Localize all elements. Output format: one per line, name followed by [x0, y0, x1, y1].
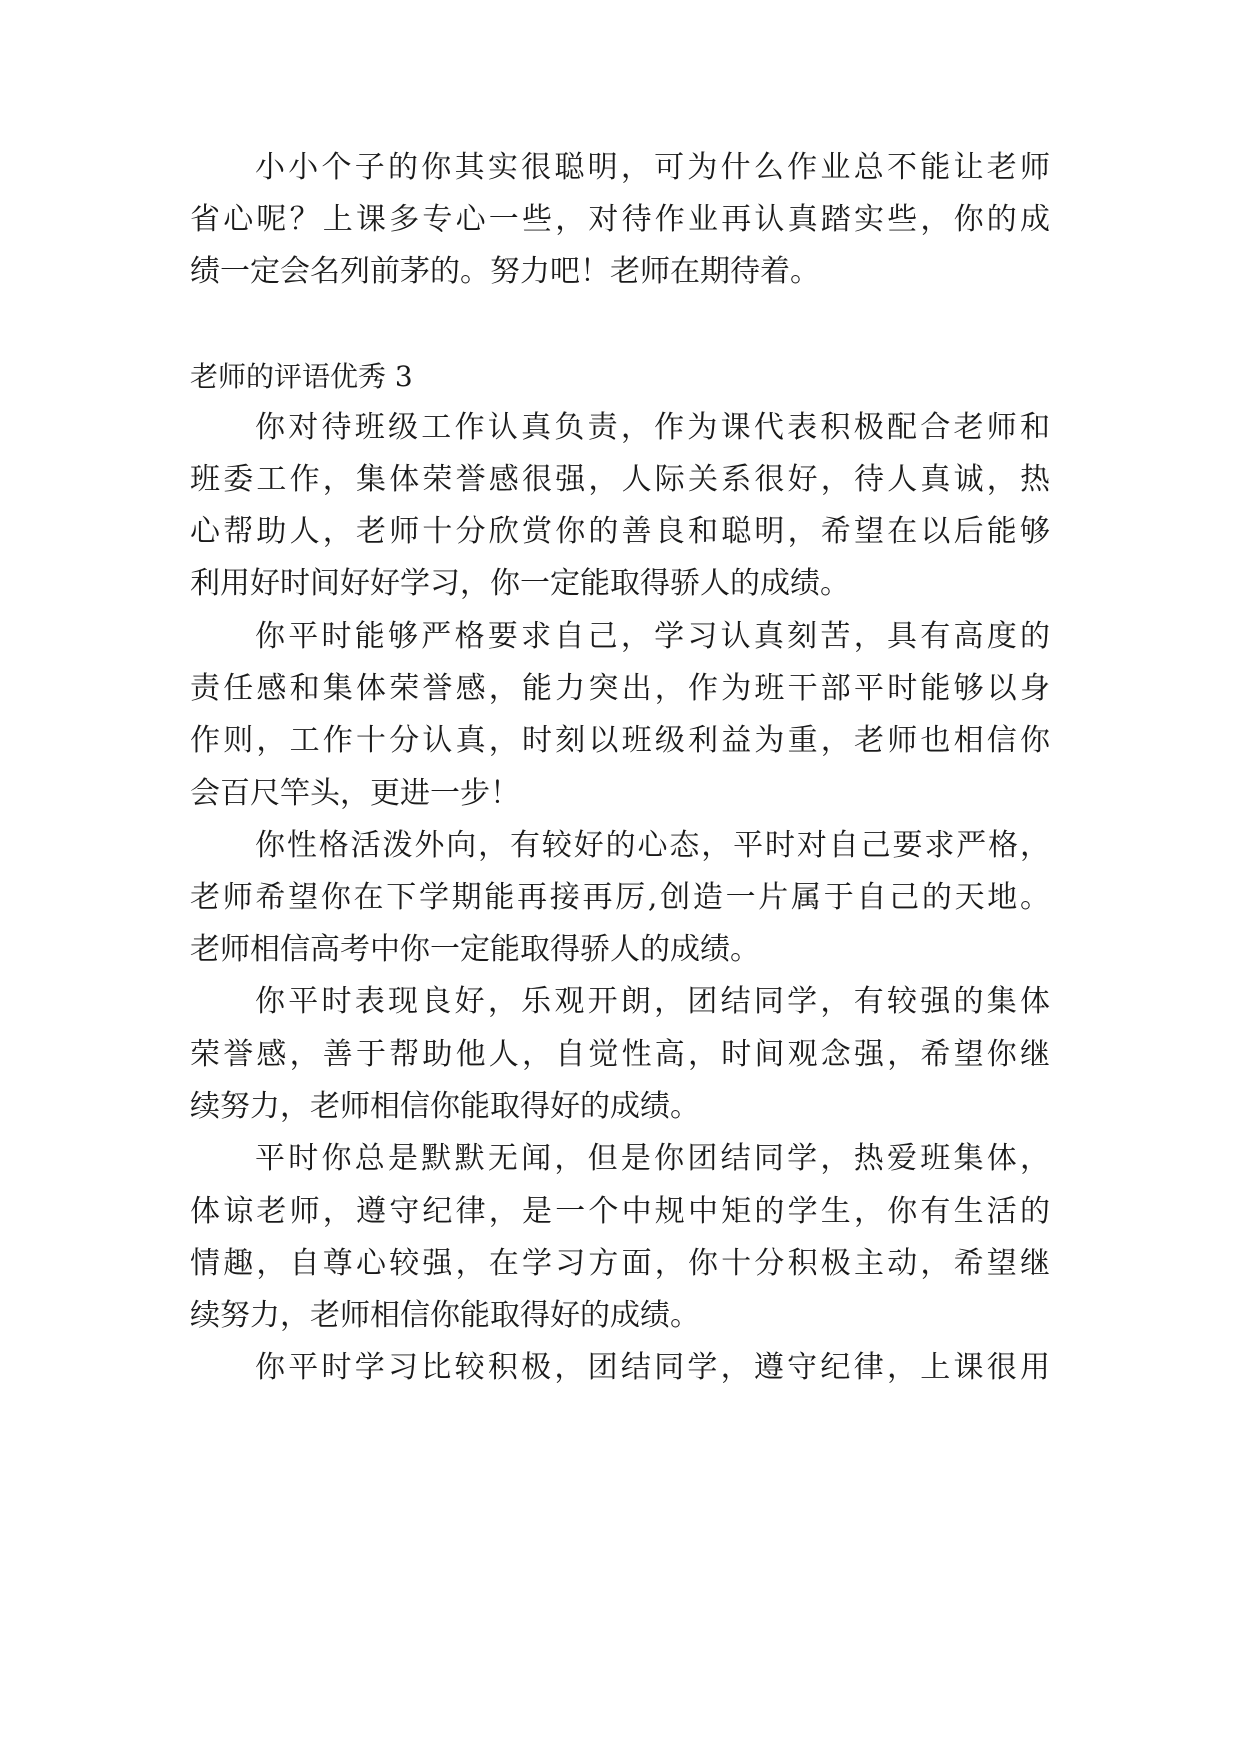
paragraph-line: 你平时表现良好，乐观开朗，团结同学，有较强的集体	[255, 984, 1050, 1019]
paragraph-line: 续努力，老师相信你能取得好的成绩。	[190, 1298, 700, 1333]
paragraph-line: 老师相信高考中你一定能取得骄人的成绩。	[190, 932, 760, 967]
paragraph-line: 你性格活泼外向，有较好的心态，平时对自己要求严格，	[255, 828, 1050, 863]
paragraph-line: 会百尺竿头，更进一步！	[190, 776, 520, 811]
section-heading: 老师的评语优秀 3	[190, 360, 413, 393]
paragraph-line: 你平时学习比较积极，团结同学，遵守纪律，上课很用	[255, 1350, 1050, 1385]
paragraph-line: 省心呢？上课多专心一些，对待作业再认真踏实些，你的成	[190, 202, 1050, 237]
paragraph-line: 老师希望你在下学期能再接再厉,创造一片属于自己的天地。	[190, 880, 1050, 915]
paragraph-line: 你对待班级工作认真负责，作为课代表积极配合老师和	[255, 410, 1050, 445]
paragraph-line: 作则，工作十分认真，时刻以班级利益为重，老师也相信你	[190, 723, 1050, 758]
paragraph-line: 利用好时间好好学习，你一定能取得骄人的成绩。	[190, 566, 850, 601]
paragraph-line: 情趣，自尊心较强，在学习方面，你十分积极主动，希望继	[190, 1246, 1050, 1281]
paragraph-line: 平时你总是默默无闻，但是你团结同学，热爱班集体，	[255, 1141, 1050, 1176]
paragraph-line: 荣誉感，善于帮助他人，自觉性高，时间观念强，希望你继	[190, 1037, 1050, 1072]
paragraph-line: 班委工作，集体荣誉感很强，人际关系很好，待人真诚，热	[190, 462, 1050, 497]
paragraph-line: 绩一定会名列前茅的。努力吧！老师在期待着。	[190, 254, 820, 289]
paragraph-line: 责任感和集体荣誉感，能力突出，作为班干部平时能够以身	[190, 671, 1050, 706]
paragraph-line: 续努力，老师相信你能取得好的成绩。	[190, 1089, 700, 1124]
paragraph-line: 小小个子的你其实很聪明，可为什么作业总不能让老师	[255, 150, 1050, 185]
paragraph-line: 心帮助人，老师十分欣赏你的善良和聪明，希望在以后能够	[190, 514, 1050, 549]
paragraph-line: 体谅老师，遵守纪律，是一个中规中矩的学生，你有生活的	[190, 1194, 1050, 1229]
paragraph-line: 你平时能够严格要求自己，学习认真刻苦，具有高度的	[255, 619, 1050, 654]
